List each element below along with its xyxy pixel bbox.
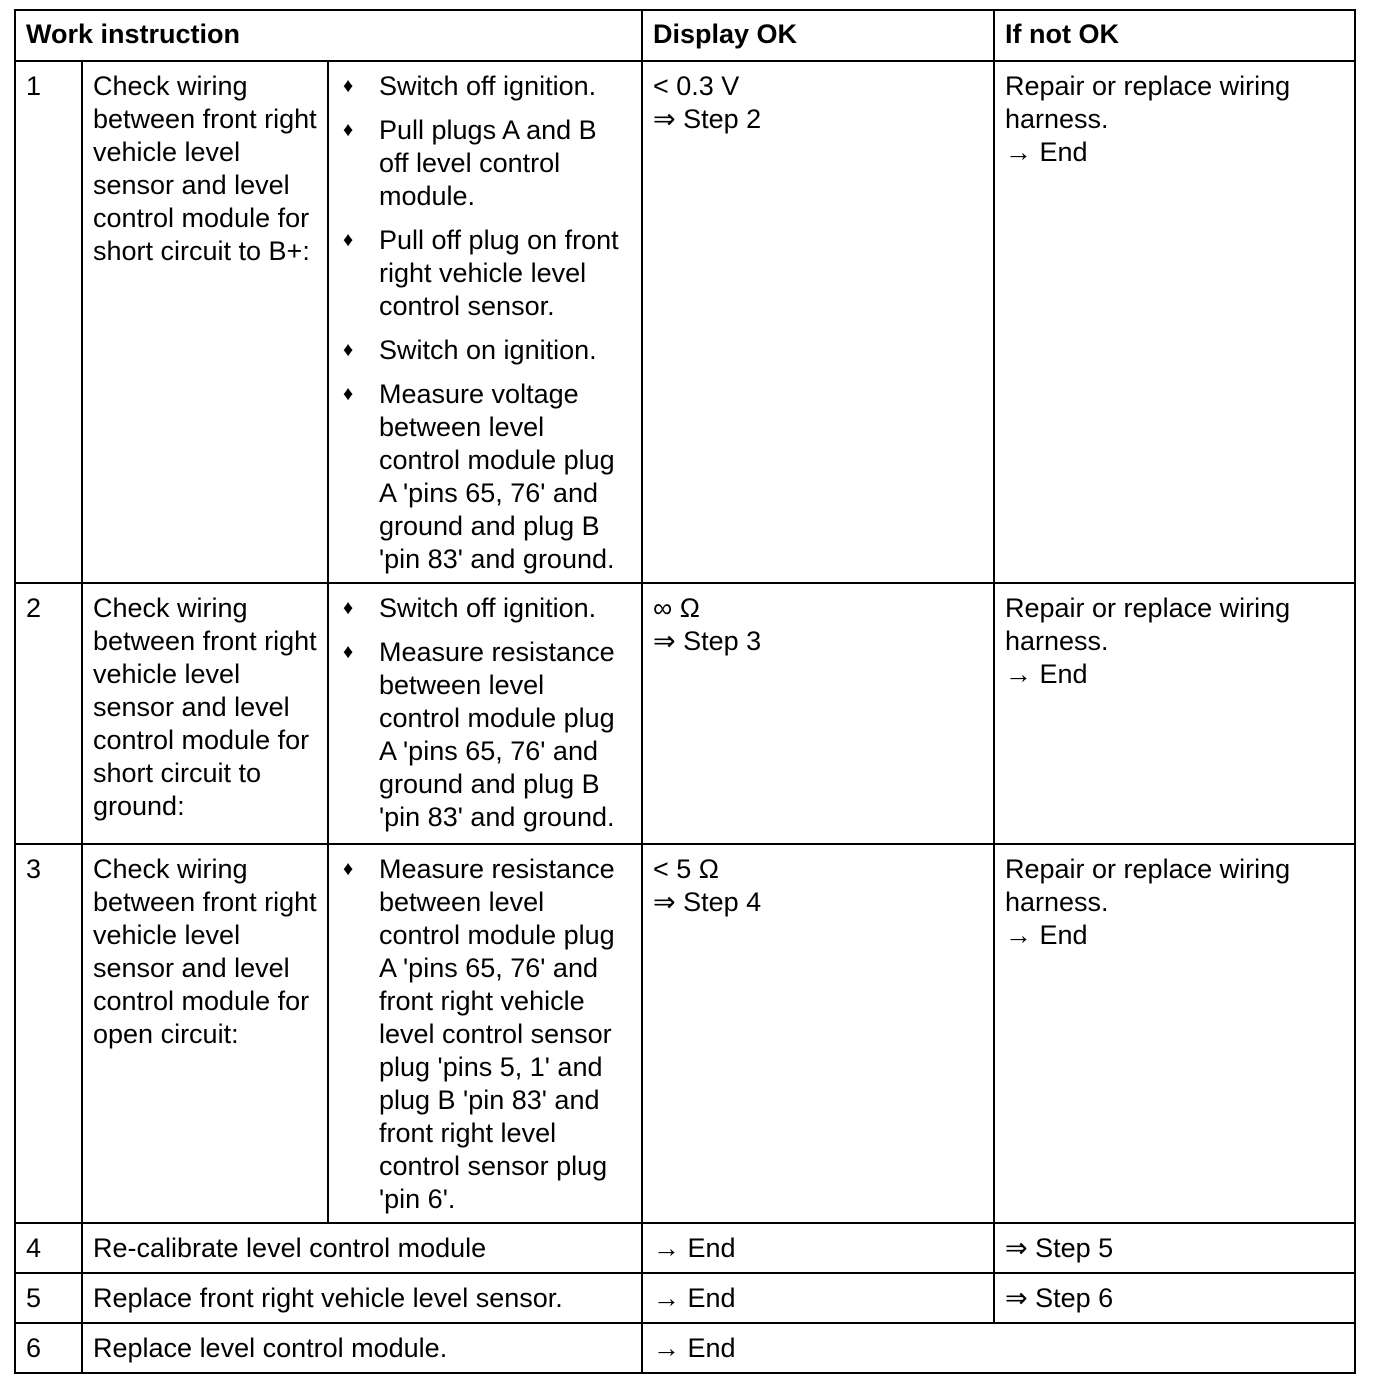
- diamond-bullet-icon: ♦: [343, 229, 354, 251]
- action-list: [339, 592, 631, 834]
- step-number: 1: [15, 61, 82, 583]
- step-actions: [328, 583, 642, 844]
- step-instruction: Re-calibrate level control module: [82, 1223, 642, 1273]
- action-text: Pull plugs A and B off level control module.: [379, 115, 597, 211]
- action-text: Measure resistance between level control module plug A 'pins 65, 76' and ground and plug B 'pin 83' and ground.: [379, 637, 615, 832]
- work-instruction-table: [14, 9, 1356, 1374]
- header-work-instruction: Work instruction: [15, 10, 642, 61]
- not-ok-cell: [994, 61, 1355, 583]
- display-ok-cell: → End: [642, 1323, 1355, 1373]
- diamond-bullet-icon: ♦: [343, 858, 354, 880]
- display-ok-cell: [642, 844, 994, 1223]
- display-next-step: ⇒ Step 3: [653, 626, 762, 656]
- list-item: [339, 70, 631, 103]
- not-ok-text: Repair or replace wiring harness.: [1005, 71, 1291, 134]
- list-item: [339, 378, 631, 576]
- diamond-bullet-icon: ♦: [343, 339, 354, 361]
- step-number: 3: [15, 844, 82, 1223]
- list-item: [339, 224, 631, 323]
- table-row: [15, 1223, 1355, 1273]
- action-text: Measure voltage between level control module plug A 'pins 65, 76' and ground and plug B 'pin 83' and ground.: [379, 379, 615, 574]
- display-value: ∞ Ω: [653, 593, 700, 623]
- diamond-bullet-icon: ♦: [343, 75, 354, 97]
- list-item: [339, 853, 631, 1216]
- display-value: < 0.3 V: [653, 71, 740, 101]
- list-item: [339, 334, 631, 367]
- not-ok-cell: [994, 583, 1355, 844]
- not-ok-next-step: → End: [1005, 920, 1088, 950]
- display-ok-cell: [642, 61, 994, 583]
- table-row: [15, 61, 1355, 583]
- step-check-description: Check wiring between front right vehicle level sensor and level control module for open circuit:: [82, 844, 328, 1223]
- list-item: [339, 592, 631, 625]
- step-number: 4: [15, 1223, 82, 1273]
- table-row: [15, 583, 1355, 844]
- display-value: < 5 Ω: [653, 854, 719, 884]
- not-ok-text: Repair or replace wiring harness.: [1005, 854, 1291, 917]
- not-ok-cell: ⇒ Step 5: [994, 1223, 1355, 1273]
- list-item: [339, 114, 631, 213]
- display-next-step: ⇒ Step 2: [653, 104, 762, 134]
- not-ok-next-step: → End: [1005, 137, 1088, 167]
- display-next-step: ⇒ Step 4: [653, 887, 762, 917]
- step-number: 5: [15, 1273, 82, 1323]
- action-text: Pull off plug on front right vehicle level control sensor.: [379, 225, 619, 321]
- header-display-ok: Display OK: [642, 10, 994, 61]
- action-text: Switch on ignition.: [379, 335, 597, 365]
- table-row: [15, 1323, 1355, 1373]
- action-text: Switch off ignition.: [379, 71, 597, 101]
- display-ok-cell: → End: [642, 1273, 994, 1323]
- action-list: [339, 70, 631, 576]
- step-instruction: Replace front right vehicle level sensor.: [82, 1273, 642, 1323]
- not-ok-cell: ⇒ Step 6: [994, 1273, 1355, 1323]
- step-instruction: Replace level control module.: [82, 1323, 642, 1373]
- step-check-description: Check wiring between front right vehicle level sensor and level control module for short circuit to ground:: [82, 583, 328, 844]
- work-instruction-document: [14, 9, 1356, 1374]
- not-ok-cell: [994, 844, 1355, 1223]
- diamond-bullet-icon: ♦: [343, 119, 354, 141]
- action-text: Switch off ignition.: [379, 593, 597, 623]
- diamond-bullet-icon: ♦: [343, 597, 354, 619]
- table-row: [15, 1273, 1355, 1323]
- display-ok-cell: → End: [642, 1223, 994, 1273]
- action-list: [339, 853, 631, 1216]
- step-actions: [328, 844, 642, 1223]
- step-actions: [328, 61, 642, 583]
- table-row: [15, 844, 1355, 1223]
- display-ok-cell: [642, 583, 994, 844]
- list-item: [339, 636, 631, 834]
- step-number: 2: [15, 583, 82, 844]
- diamond-bullet-icon: ♦: [343, 383, 354, 405]
- step-number: 6: [15, 1323, 82, 1373]
- diamond-bullet-icon: ♦: [343, 641, 354, 663]
- not-ok-text: Repair or replace wiring harness.: [1005, 593, 1291, 656]
- step-check-description: Check wiring between front right vehicle level sensor and level control module for short circuit to B+:: [82, 61, 328, 583]
- table-header-row: [15, 10, 1355, 61]
- not-ok-next-step: → End: [1005, 659, 1088, 689]
- action-text: Measure resistance between level control module plug A 'pins 65, 76' and front right vehicle level control sensor plug 'pins 5, 1' and plug B 'pin 83' and front right level control sensor plug 'pin 6'.: [379, 854, 615, 1214]
- header-if-not-ok: If not OK: [994, 10, 1355, 61]
